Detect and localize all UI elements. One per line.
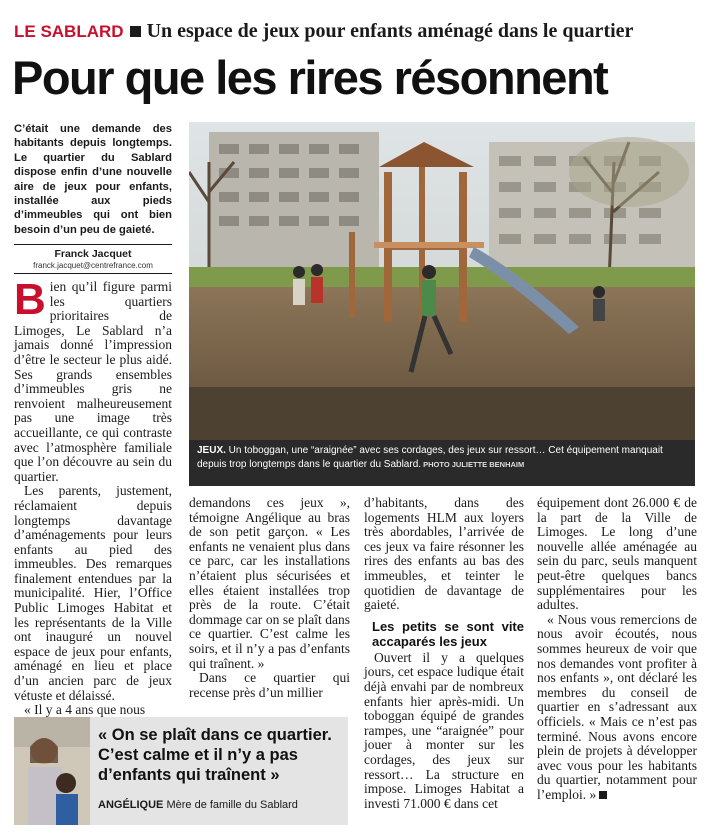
playground-photo [189, 122, 695, 440]
kicker [14, 20, 704, 44]
caption-text: Un toboggan, une “araignée” avec ses cordages, des jeux sur ressort… Cet équipement manquait depuis trop longtemps dans le quartier du Sablard. [197, 445, 663, 470]
lead-paragraph: C’était une demande des habitants depuis longtemps. Le quartier du Sablard dispose enfin d’une nouvelle aire de jeux pour enfants, installée aux pieds d’immeubles qui ont bien besoin d’un peu de gaieté. [14, 123, 172, 236]
headline: Pour que les rires résonnent [12, 51, 608, 104]
square-bullet-icon [130, 26, 141, 37]
drop-cap: B [14, 275, 46, 324]
photo-caption [189, 440, 695, 486]
byline-top-rule [14, 244, 172, 245]
paragraph: Les parents, justement, réclamaient depuis longtemps davantage d’aménagements pour leurs enfants au pied des immeubles. Des remarques finalement entendues par la municipalité. Hier, l’Office Public Limoges Habitat et les représentants de la Ville ont inauguré un nouvel espace de jeux pour enfants, aménagé en lieu et place d’un ancien parc de jeux vétuste et délaissé. [14, 483, 172, 703]
paragraph [537, 613, 697, 803]
quote-person-name: ANGÉLIQUE [98, 799, 164, 811]
article-column-1 [14, 275, 172, 718]
quote-portrait-photo [14, 717, 90, 825]
byline-email: franck.jacquet@centrefrance.com [33, 261, 153, 270]
end-mark-icon [599, 791, 607, 799]
byline-author: Franck Jacquet [54, 248, 132, 260]
pull-quote-attribution [98, 799, 348, 811]
paragraph: ien qu’il figure parmi les quartiers prioritaires de Limoges, Le Sablard n’a jamais donné l’impression d’être le secteur le plus aidé. Ses grands ensembles d’immeubles gris ne renvoient malheureusement pas une image très accueillante, ce qui contraste avec l’atmosphère familiale que l’on découvre au sein du quartier. [14, 279, 172, 484]
pull-quote-box [14, 717, 348, 825]
caption-lead: JEUX. [197, 445, 226, 456]
article-column-2 [189, 496, 350, 700]
photo-credit: PHOTO JULIETTE BENHAIM [421, 460, 525, 469]
paragraph: Ouvert il y a quelques jours, cet espace ludique était déjà envahi par de nombreux enfants hier après-midi. Un toboggan équipé de grandes rampes, une “araignée” pour jouer à monter sur les cordages, des jeux sur ressort… La structure en impose. Limoges Habitat a investi 71.000 € dans cet [364, 649, 524, 811]
kicker-location: LE SABLARD [14, 22, 124, 41]
subheading: Les petits se sont vite accaparés les jeux [372, 618, 524, 649]
article-column-4 [537, 496, 697, 802]
paragraph: d’habitants, dans des logements HLM aux loyers très abordables, l’arrivée de ces jeux va faire résonner les rires des enfants au bas des immeubles, et teinter le quotidien de davantage de gaieté. [364, 495, 524, 613]
kicker-subtitle: Un espace de jeux pour enfants aménagé dans le quartier [146, 20, 634, 42]
article-column-3 [364, 496, 524, 811]
paragraph-text: « Nous vous remercions de nous avoir écoutés, nous sommes heureux de voir que nos demandes vont profiter à nos enfants », ont déclaré les membres du conseil de quartier en s’adressant aux officiels. « Mais ce n’est pas terminé. Nous avons encore plein de projets à développer avec vous pour les habitants du quartier, notamment pour l’emploi. » [537, 611, 697, 802]
byline-bottom-rule [14, 273, 172, 274]
quote-person-role: Mère de famille du Sablard [163, 799, 298, 811]
paragraph: équipement dont 26.000 € de la part de la Ville de Limoges. Le long d’une nouvelle allée aménagée au sein du parc, seuls manquent peut-être quelques bancs supplémentaires pour les adultes. [537, 495, 697, 613]
paragraph: Dans ce quartier qui recense près d’un millier [189, 670, 350, 700]
paragraph: « Il y a 4 ans que nous [24, 702, 146, 718]
paragraph: demandons ces jeux », témoigne Angélique au bras de son petit garçon. « Les enfants ne venaient plus dans ce parc, car les installations n’étaient plus sécurisées et elles étaient installées trop près de la route. C’était dommage car on se plaît dans ce quartier. C’est calme les soirs, et il n’y a pas d’enfants qui traînent. » [189, 495, 350, 671]
pull-quote-text: « On se plaît dans ce quartier. C’est calme et il n’y a pas d’enfants qui traînent » [98, 726, 332, 784]
